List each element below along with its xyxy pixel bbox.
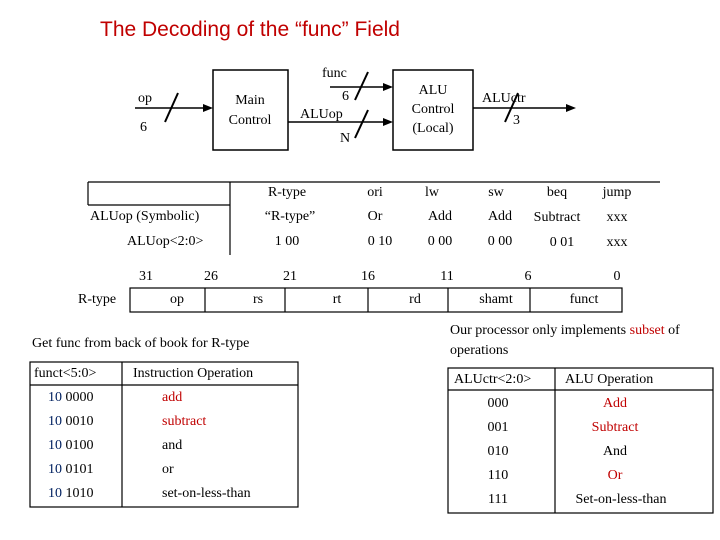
main-control-box <box>213 70 288 150</box>
aluop-cell-symbolic: “R-type” <box>264 209 316 224</box>
funct-prefix: 10 <box>48 414 62 429</box>
func-label: func <box>322 66 347 81</box>
funct-table-header: Instruction Operation <box>133 366 254 381</box>
aluctr-operation: Or <box>607 468 623 483</box>
aluop-col-header: lw <box>425 185 439 200</box>
aluop-cell-symbolic: Or <box>367 209 383 224</box>
funct-prefix: 10 <box>48 486 62 501</box>
aluop-cell-bits: 0 00 <box>487 234 513 249</box>
aluctr-operation: Subtract <box>591 420 639 435</box>
aluctr-width-label: 3 <box>513 113 520 128</box>
aluop-cell-bits: xxx <box>606 235 628 250</box>
funct-prefix: 10 <box>48 462 62 477</box>
aluop-arrowhead <box>383 118 393 126</box>
alu-control-label-2: Control <box>411 102 455 117</box>
subset-note-highlight: subset <box>629 323 665 338</box>
bit-position: 6 <box>524 269 532 284</box>
func-slash <box>355 72 368 100</box>
aluop-col-header: sw <box>488 185 504 200</box>
funct-operation: or <box>162 462 174 477</box>
rtype-field: rd <box>409 292 421 307</box>
funct-code <box>48 438 94 454</box>
rtype-field: rt <box>332 292 342 307</box>
aluop-width-n: N <box>340 131 351 146</box>
op-label: op <box>138 91 152 106</box>
alu-control-label-3: (Local) <box>412 121 454 136</box>
aluctr-code: 111 <box>488 492 508 507</box>
aluop-slash <box>355 110 368 138</box>
aluctr-arrowhead <box>566 104 576 112</box>
aluctr-code: 010 <box>487 444 509 459</box>
aluop-row-label-symbolic: ALUop (Symbolic) <box>90 209 200 224</box>
op-width-label: 6 <box>140 120 147 135</box>
main-control-label-2: Control <box>228 113 272 128</box>
funct-code <box>48 390 94 406</box>
aluctr-code: 000 <box>487 396 509 411</box>
subset-note-line-1 <box>450 323 680 339</box>
aluctr-operation: And <box>602 444 628 459</box>
funct-table-caption: Get func from back of book for R-type <box>32 336 250 351</box>
funct-bits: 0101 <box>65 462 94 477</box>
aluop-cell-symbolic: xxx <box>606 210 628 225</box>
subset-note-line-2: operations <box>450 343 509 358</box>
funct-code <box>48 486 94 502</box>
aluop-col-header: ori <box>367 185 383 200</box>
aluop-cell-bits: 0 00 <box>427 234 453 249</box>
aluctr-table-header: ALUctr<2:0> <box>454 372 532 387</box>
aluop-width-top: 6 <box>342 89 349 104</box>
bit-position: 21 <box>283 269 297 284</box>
bit-position: 31 <box>139 269 153 284</box>
aluop-cell-symbolic: Subtract <box>533 210 581 225</box>
aluop-col-header: beq <box>546 185 568 200</box>
rtype-field: shamt <box>479 292 513 307</box>
aluop-cell-symbolic: Add <box>487 209 513 224</box>
aluop-col-header: R-type <box>267 185 307 200</box>
rtype-field: op <box>170 292 184 307</box>
bit-position: 16 <box>361 269 375 284</box>
funct-operation: set-on-less-than <box>162 486 251 501</box>
bit-position: 11 <box>440 269 454 284</box>
funct-bits: 0010 <box>65 414 94 429</box>
aluop-row-label-bits: ALUop<2:0> <box>127 234 204 249</box>
op-arrowhead <box>203 104 213 112</box>
aluop-cell-symbolic: Add <box>427 209 453 224</box>
funct-code <box>48 414 94 430</box>
aluop-label: ALUop <box>300 107 343 122</box>
alu-control-label-1: ALU <box>418 83 448 98</box>
aluop-cell-bits: 0 10 <box>367 234 393 249</box>
funct-table-header: funct<5:0> <box>34 366 97 381</box>
funct-operation: add <box>162 390 183 405</box>
bit-position: 0 <box>613 269 621 284</box>
funct-prefix: 10 <box>48 390 62 405</box>
funct-operation: subtract <box>162 414 207 429</box>
funct-bits: 0100 <box>65 438 94 453</box>
aluop-cell-bits: 1 00 <box>274 234 300 249</box>
main-control-label-1: Main <box>235 93 265 108</box>
funct-operation: and <box>162 438 183 453</box>
rtype-field: rs <box>252 292 264 307</box>
funct-bits: 0000 <box>65 390 94 405</box>
subset-note-pre: Our processor only implements <box>450 323 630 338</box>
funct-code <box>48 462 94 478</box>
rtype-label: R-type <box>78 292 117 307</box>
aluctr-label: ALUctr <box>482 91 526 106</box>
aluctr-operation: Set-on-less-than <box>575 492 667 507</box>
bit-position: 26 <box>204 269 218 284</box>
subset-note-post: of <box>664 323 680 338</box>
aluctr-table-header: ALU Operation <box>565 372 654 387</box>
funct-bits: 1010 <box>65 486 94 501</box>
aluop-cell-bits: 0 01 <box>549 235 575 250</box>
func-arrowhead <box>383 83 393 91</box>
rtype-format-box <box>130 288 622 312</box>
aluctr-code: 110 <box>487 468 509 483</box>
aluctr-code: 001 <box>487 420 509 435</box>
slide-title: The Decoding of the “func” Field <box>100 18 400 41</box>
rtype-field: funct <box>569 292 599 307</box>
funct-prefix: 10 <box>48 438 62 453</box>
aluctr-operation: Add <box>602 396 628 411</box>
aluop-col-header: jump <box>602 185 632 200</box>
